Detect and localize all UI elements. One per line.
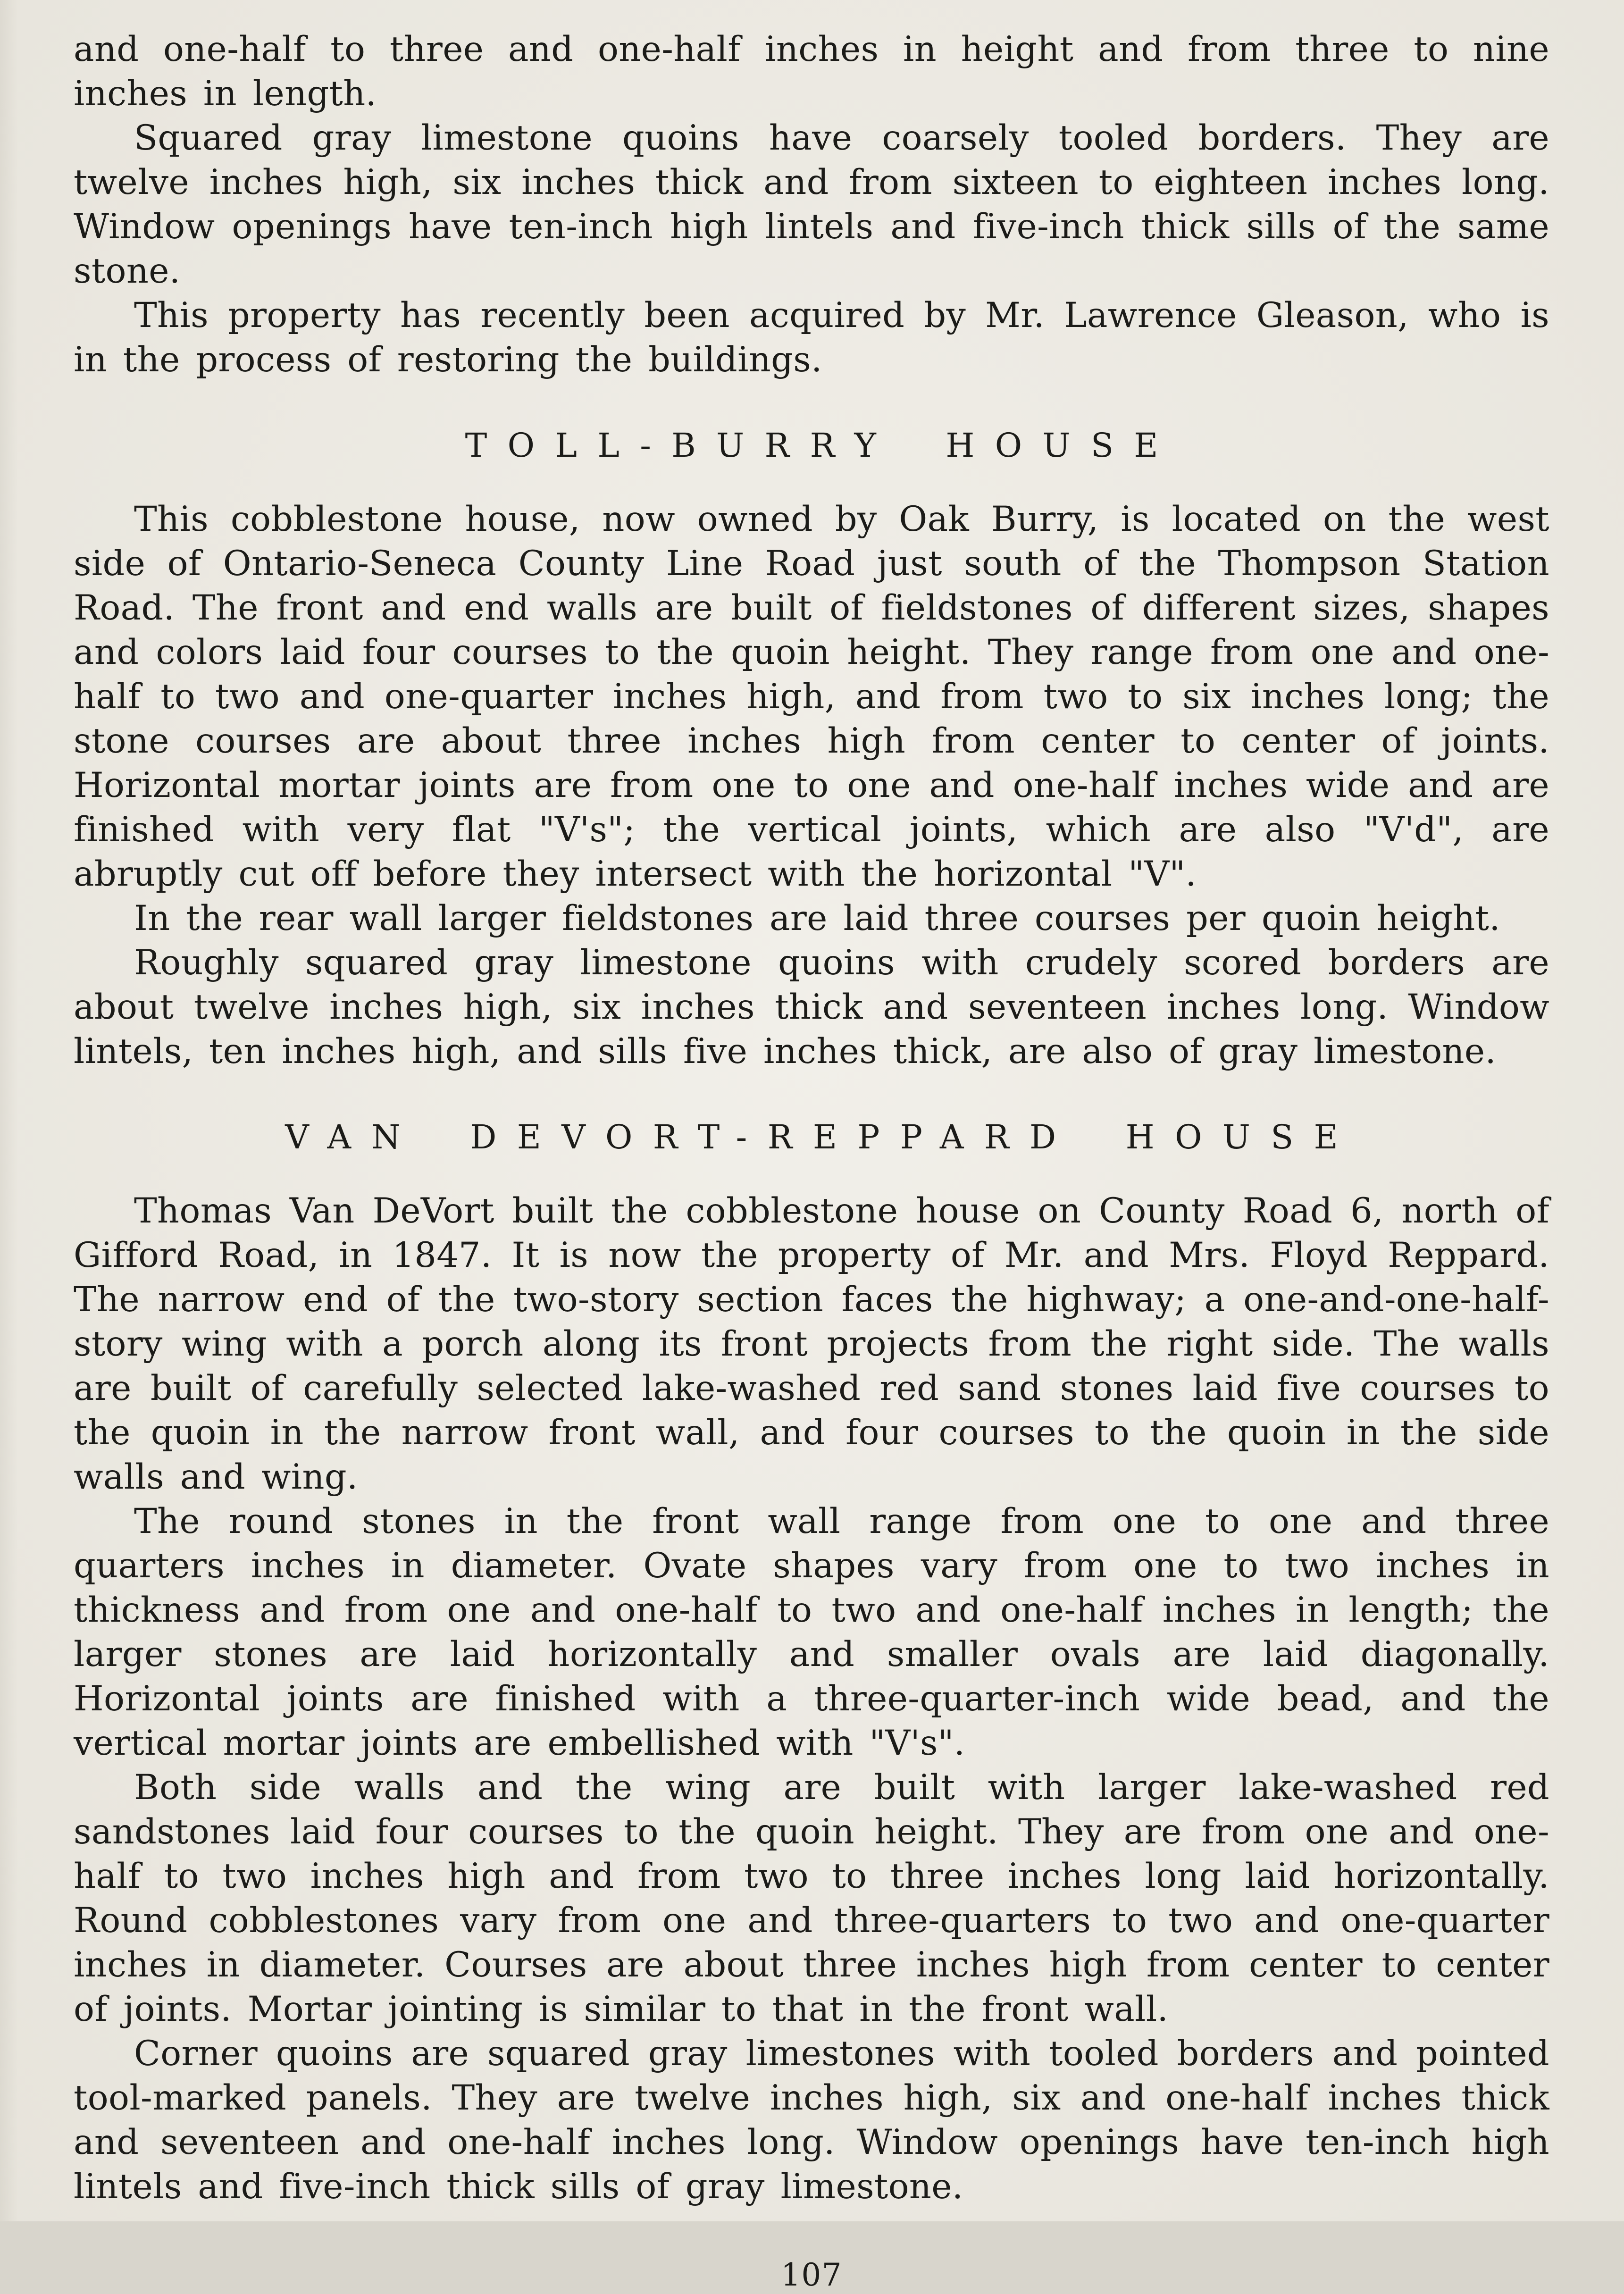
paragraph: Thomas Van DeVort built the cobblestone house on County Road 6, north of Gifford Road, in 1847. It is now the property of Mr. and Mrs. Floyd Reppard. The narrow end of the two-story section faces the highway; a one-and-one-half-story wing with a porch along its front projects from the right side. The walls are built of carefully selected lake-washed red sand stones laid five courses to the quoin in the narrow front wall, and four courses to the quoin in the side walls and wing.	[74, 1191, 1549, 1497]
paragraph: Both side walls and the wing are built with larger lake-washed red sandstones laid four courses to the quoin height. They are from one and one-half to two inches high and from two to three inches long laid horizontally. Round cobblestones vary from one and three-quarters to two and one-quarter inches in diameter. Courses are about three inches high from center to center of joints. Mortar jointing is similar to that in the front wall.	[74, 1767, 1549, 2029]
section-vandevort-reppard-house	[74, 1115, 1549, 2209]
paragraph: The round stones in the front wall range from one to one and three quarters inches in diameter. Ovate shapes vary from one to two inches in thickness and from one and one-half to two and one-half inches in length; the larger stones are laid horizontally and smaller ovals are laid diagonally. Horizontal joints are finished with a three-quarter-inch wide bead, and the vertical mortar joints are embellished with "V's".	[74, 1501, 1549, 1763]
section-continuation	[74, 27, 1549, 382]
paragraph: Squared gray limestone quoins have coarsely tooled borders. They are twelve inches high, six inches thick and from sixteen to eighteen inches long. Window openings have ten-inch high lintels and five-inch thick sills of the same stone.	[74, 118, 1549, 291]
paragraph: Roughly squared gray limestone quoins with crudely scored borders are about twelve inches high, six inches thick and seventeen inches long. Window lintels, ten inches high, and sills five inches thick, are also of gray limestone.	[74, 943, 1549, 1072]
paragraph: In the rear wall larger fieldstones are laid three courses per quoin height.	[134, 898, 1500, 938]
section-toll-burry-house	[74, 424, 1549, 1074]
paragraph: and one-half to three and one-half inches in height and from three to nine inches in length.	[74, 29, 1549, 114]
paragraph: This property has recently been acquired by Mr. Lawrence Gleason, who is in the process of restoring the buildings.	[74, 295, 1549, 380]
page-number: 107	[781, 2257, 842, 2293]
page-body	[74, 27, 1549, 2209]
section-heading-vandevort-reppard-house: VAN DEVORT-REPPARD HOUSE	[285, 1118, 1359, 1156]
paragraph: Corner quoins are squared gray limestones with tooled borders and pointed tool-marked panels. They are twelve inches high, six and one-half inches thick and seventeen and one-half inches long. Window openings have ten-inch high lintels and five-inch thick sills of gray limestone.	[74, 2034, 1549, 2207]
paragraph: This cobblestone house, now owned by Oak Burry, is located on the west side of Ontario-Seneca County Line Road just south of the Thompson Station Road. The front and end walls are built of fieldstones of different sizes, shapes and colors laid four courses to the quoin height. They range from one and one-half to two and one-quarter inches high, and from two to six inches long; the stone courses are about three inches high from center to center of joints. Horizontal mortar joints are from one to one and one-half inches wide and are finished with very flat "V's"; the vertical joints, which are also "V'd", are abruptly cut off before they intersect with the horizontal "V".	[74, 499, 1549, 894]
section-heading-toll-burry-house: TOLL-BURRY HOUSE	[465, 426, 1179, 465]
